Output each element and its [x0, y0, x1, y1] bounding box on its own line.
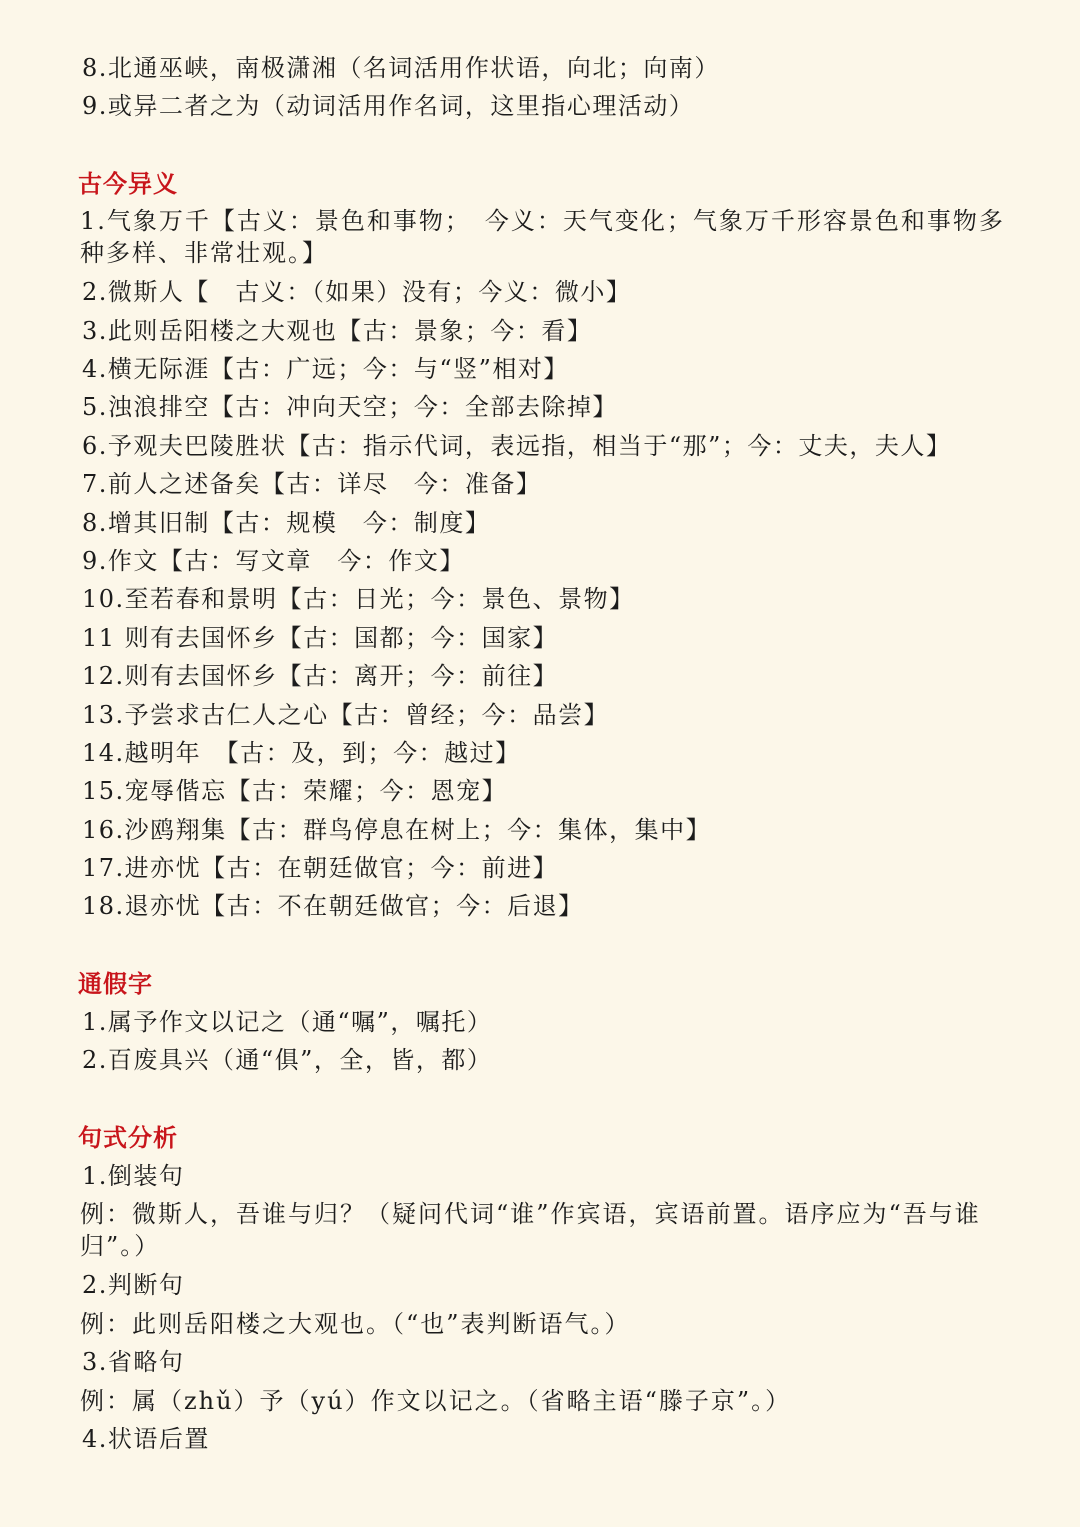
gujin-item-13: 13.予尝求古仁人之心【古：曾经；今：品尝】: [82, 701, 610, 729]
gujin-item-1: 1.气象万千【古义：景色和事物； 今义：天气变化；气象万千形容景色和事物多种多样、非常壮观。】: [80, 207, 1005, 267]
gujin-item-12: 12.则有去国怀乡【古：离开；今：前往】: [82, 662, 559, 690]
gujin-item-2: 2.微斯人【 古义：（如果）没有；今义：微小】: [82, 278, 632, 306]
section-heading-tongjia: 通假字: [78, 970, 153, 998]
gujin-item-8: 8.增其旧制【古：规模 今：制度】: [82, 509, 491, 537]
tongjia-item-2: 2.百废具兴（通“俱”，全，皆，都）: [82, 1046, 493, 1074]
gujin-item-4: 4.横无际涯【古：广远；今：与“竖”相对】: [82, 355, 569, 383]
jushi-example-1: 例：微斯人，吾谁与归？（疑问代词“谁”作宾语，宾语前置。语序应为“吾与谁归”。）: [80, 1200, 981, 1260]
gujin-item-14: 14.越明年 【古：及，到；今：越过】: [82, 739, 521, 767]
gujin-item-5: 5.浊浪排空【古：冲向天空；今：全部去除掉】: [82, 393, 618, 421]
gujin-item-18: 18.退亦忧【古：不在朝廷做官；今：后退】: [82, 892, 584, 920]
jushi-item-3: 3.省略句: [82, 1348, 185, 1376]
jushi-item-1: 1.倒装句: [82, 1162, 185, 1190]
gujin-item-3: 3.此则岳阳楼之大观也【古：景象；今：看】: [82, 317, 593, 345]
jushi-item-2: 2.判断句: [82, 1271, 185, 1299]
section-heading-jushi: 句式分析: [78, 1124, 178, 1152]
gujin-item-6: 6.予观夫巴陵胜状【古：指示代词，表远指，相当于“那”；今：丈夫，夫人】: [82, 432, 952, 460]
jushi-item-4: 4.状语后置: [82, 1425, 210, 1453]
gujin-item-16: 16.沙鸥翔集【古：群鸟停息在树上；今：集体，集中】: [82, 816, 712, 844]
tongjia-item-1: 1.属予作文以记之（通“嘱”，嘱托）: [82, 1008, 493, 1036]
gujin-item-10: 10.至若春和景明【古：日光；今：景色、景物】: [82, 585, 635, 613]
gujin-item-17: 17.进亦忧【古：在朝廷做官；今：前进】: [82, 854, 559, 882]
gujin-item-7: 7.前人之述备矣【古：详尽 今：准备】: [82, 470, 542, 498]
jushi-example-2: 例：此则岳阳楼之大观也。（“也”表判断语气。）: [80, 1310, 631, 1338]
jushi-example-3: 例：属（zhǔ）予（yú）作文以记之。（省略主语“滕子京”。）: [80, 1387, 792, 1415]
huoyong-item-8: 8.北通巫峡，南极潇湘（名词活用作状语，向北；向南）: [82, 54, 720, 82]
gujin-item-11: 11 则有去国怀乡【古：国都；今：国家】: [82, 624, 559, 652]
huoyong-item-9: 9.或异二者之为（动词活用作名词，这里指心理活动）: [82, 92, 695, 120]
gujin-item-15: 15.宠辱偕忘【古：荣耀；今：恩宠】: [82, 777, 508, 805]
gujin-item-9: 9.作文【古：写文章 今：作文】: [82, 547, 465, 575]
section-heading-gujin: 古今异义: [78, 170, 178, 198]
